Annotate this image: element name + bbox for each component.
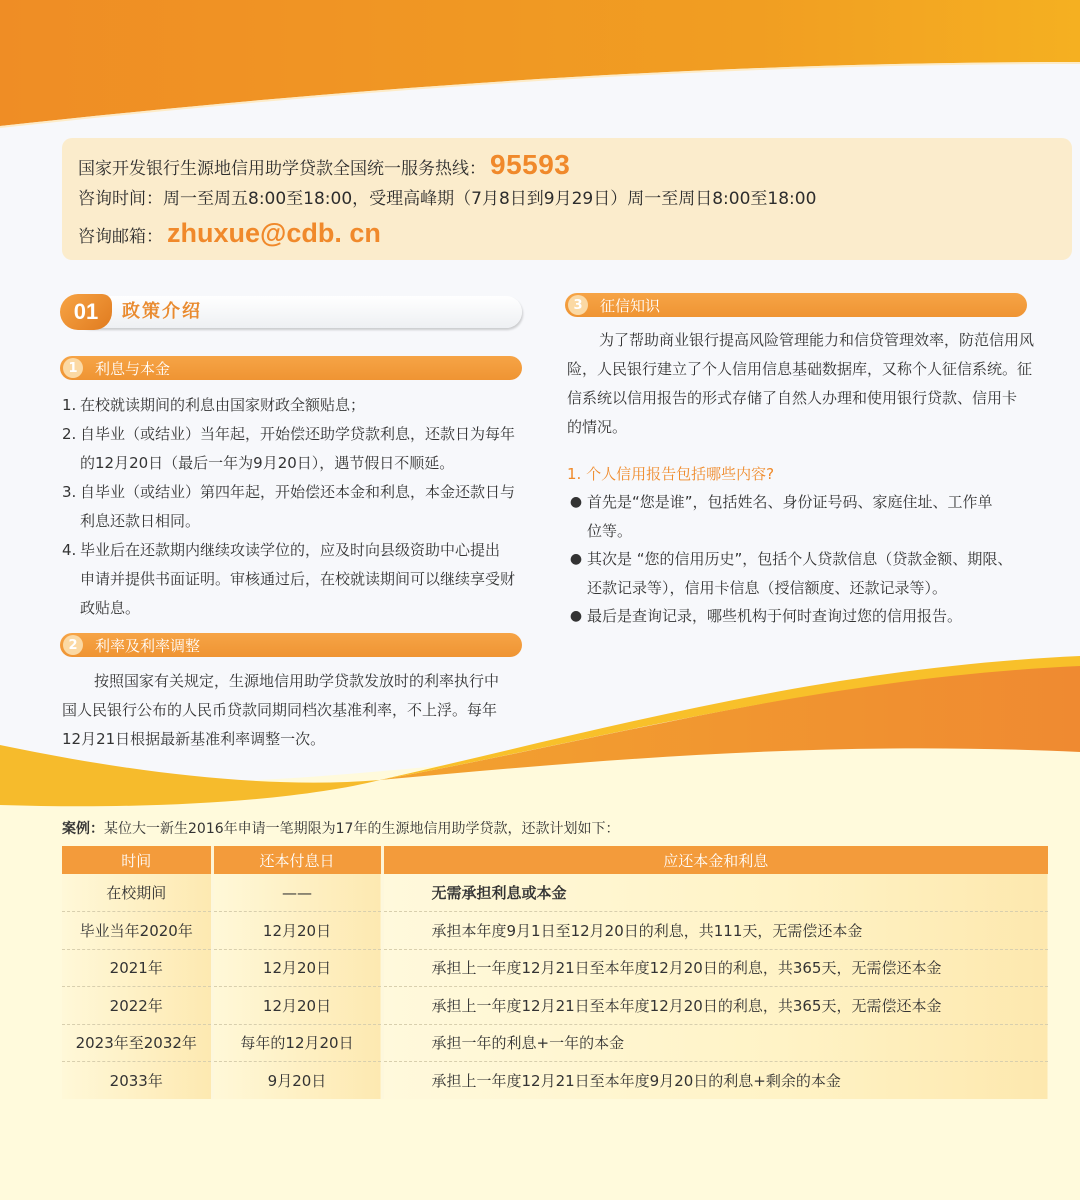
- column-header-date: 还本付息日: [212, 846, 382, 874]
- subsection-2-heading: [60, 633, 522, 657]
- subsection-1-heading: [60, 356, 522, 380]
- hotline-label: 国家开发银行生源地信用助学贷款全国统一服务热线：: [78, 159, 486, 179]
- list-item: 1. 在校就读期间的利息由国家财政全额贴息；: [62, 396, 366, 414]
- cell-date: ——: [212, 874, 382, 912]
- table-row: [62, 949, 1048, 987]
- cell-amount: 承担一年的利息+一年的本金: [382, 1024, 1048, 1062]
- column-header-amount: 应还本金和利息: [382, 846, 1048, 874]
- table-row: [62, 1024, 1048, 1062]
- cell-amount: 承担本年度9月1日至12月20日的利息，共111天，无需偿还本金: [382, 912, 1048, 950]
- cell-date: 每年的12月20日: [212, 1024, 382, 1062]
- number-circle-icon: 3: [568, 295, 588, 315]
- table-row: [62, 912, 1048, 950]
- bullet-icon: ●: [569, 551, 583, 567]
- cell-amount: 承担上一年度12月21日至本年度12月20日的利息，共365天，无需偿还本金: [382, 949, 1048, 987]
- section-number-badge: 01: [60, 294, 112, 330]
- question-heading: 1. 个人信用报告包括哪些内容?: [567, 465, 775, 483]
- subsection-title: 利息与本金: [95, 359, 171, 378]
- case-description: [62, 818, 619, 838]
- cell-period: 毕业当年2020年: [62, 912, 212, 950]
- table-row: [62, 987, 1048, 1025]
- bullet-icon: ●: [569, 608, 583, 624]
- cell-date: 12月20日: [212, 987, 382, 1025]
- email-label: 咨询邮箱：: [78, 227, 163, 247]
- hours-text: 周一至周五8:00至18:00，受理高峰期（7月8日到9月29日）周一至周日8:00至18:00: [163, 189, 817, 209]
- list-item: ● 首先是“您是谁”，包括姓名、身份证号码、家庭住址、工作单 位等。: [565, 488, 1057, 545]
- email-link[interactable]: zhuxue@cdb. cn: [167, 218, 381, 248]
- table-header-row: [62, 846, 1048, 874]
- list-item: 4. 毕业后在还款期内继续攻读学位的，应及时向县级资助中心提出 申请并提供书面证明。审核通过后，在校就读期间可以继续享受财 政贴息。: [62, 541, 516, 617]
- credit-report-bullets: [565, 488, 1057, 631]
- cell-date: 12月20日: [212, 949, 382, 987]
- cell-amount: 无需承担利息或本金: [382, 874, 1048, 912]
- cell-period: 在校期间: [62, 874, 212, 912]
- case-label: 案例：: [62, 821, 104, 837]
- interest-principal-list: [62, 391, 532, 623]
- credit-info-paragraph: 为了帮助商业银行提高风险管理能力和信贷管理效率，防范信用风 险，人民银行建立了个人信用信息基础数据库，又称个人征信系统。征 信系统以信用报告的形式存储了自然人办理和使用银行贷款、信用卡 的情况。: [567, 331, 1035, 436]
- bullet-icon: ●: [569, 494, 583, 510]
- email-line: [78, 216, 1056, 250]
- table-row: [62, 874, 1048, 912]
- cell-period: 2023年至2032年: [62, 1024, 212, 1062]
- repayment-schedule-table: [62, 846, 1048, 1099]
- section-01-heading: [60, 294, 522, 330]
- number-circle-icon: 1: [63, 358, 83, 378]
- number-circle-icon: 2: [63, 635, 83, 655]
- hours-label: 咨询时间：: [78, 189, 163, 209]
- list-item: ● 其次是 “您的信用历史”，包括个人贷款信息（贷款金额、期限、 还款记录等），信用卡信息（授信额度、还款记录等）。: [565, 545, 1057, 602]
- list-item: 2. 自毕业（或结业）当年起，开始偿还助学贷款利息，还款日为每年 的12月20日（最后一年为9月20日），遇节假日不顺延。: [62, 425, 516, 472]
- cell-period: 2022年: [62, 987, 212, 1025]
- interest-rate-paragraph: 按照国家有关规定，生源地信用助学贷款发放时的利率执行中 国人民银行公布的人民币贷款同期同档次基准利率，不上浮。每年 12月21日根据最新基准利率调整一次。: [62, 672, 500, 748]
- cell-amount: 承担上一年度12月21日至本年度9月20日的利息+剩余的本金: [382, 1062, 1048, 1100]
- subsection-title: 利率及利率调整: [95, 636, 201, 655]
- case-text: 某位大一新生2016年申请一笔期限为17年的生源地信用助学贷款，还款计划如下：: [104, 821, 620, 837]
- cell-amount: 承担上一年度12月21日至本年度12月20日的利息，共365天，无需偿还本金: [382, 987, 1048, 1025]
- column-header-period: 时间: [62, 846, 212, 874]
- hours-line: [78, 182, 1056, 216]
- contact-info-box: [62, 138, 1072, 260]
- hotline-number[interactable]: 95593: [490, 149, 571, 180]
- cell-date: 12月20日: [212, 912, 382, 950]
- list-item: ● 最后是查询记录，哪些机构于何时查询过您的信用报告。: [565, 602, 1057, 631]
- cell-date: 9月20日: [212, 1062, 382, 1100]
- subsection-3-heading: [565, 293, 1027, 317]
- cell-period: 2021年: [62, 949, 212, 987]
- table-row: [62, 1062, 1048, 1100]
- cell-period: 2033年: [62, 1062, 212, 1100]
- section-title: 政策介绍: [122, 301, 202, 322]
- list-item: 3. 自毕业（或结业）第四年起，开始偿还本金和利息，本金还款日与 利息还款日相同。: [62, 483, 516, 530]
- hotline-line: [78, 148, 1056, 182]
- subsection-title: 征信知识: [600, 296, 661, 315]
